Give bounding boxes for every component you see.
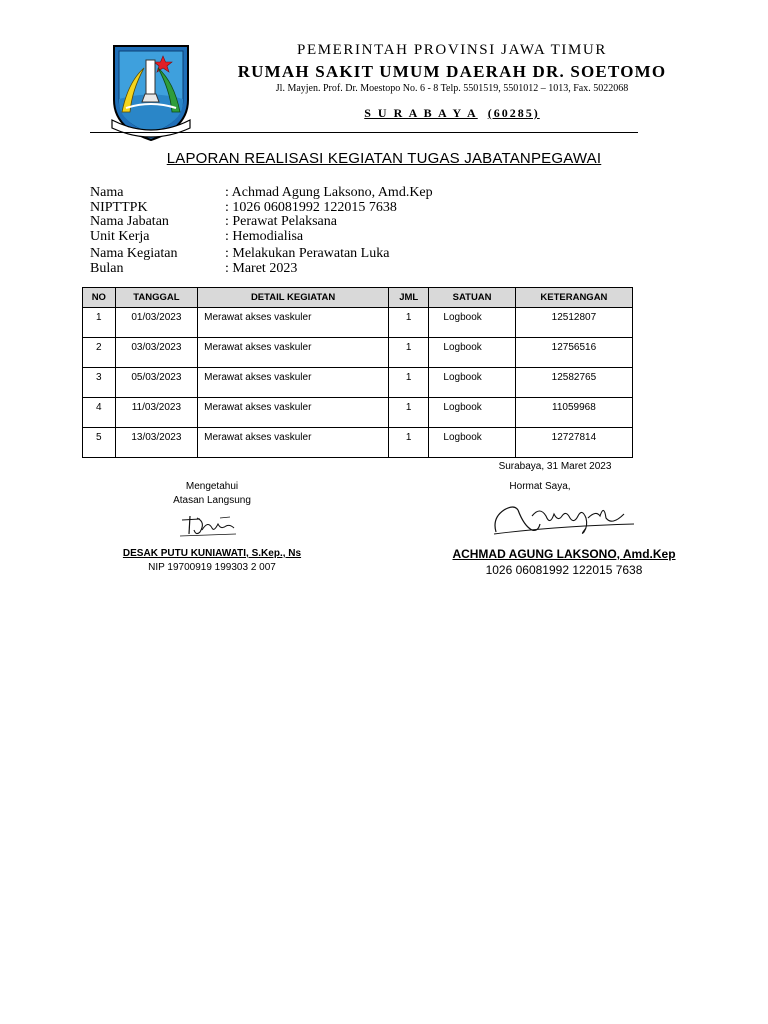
city-name: S U R A B A Y A — [364, 106, 478, 120]
cell-detail: Merawat akses vaskuler — [198, 338, 389, 368]
info-label: NIPTTPK — [90, 199, 148, 215]
column-header-unit: SATUAN — [429, 288, 515, 308]
postal-code: (60285) — [487, 106, 540, 120]
letterhead-rule — [90, 132, 638, 133]
closing-salutation: Hormat Saya, — [509, 481, 571, 492]
cell-no: 4 — [83, 398, 116, 428]
acknowledged-label: Mengetahui — [185, 481, 239, 492]
cell-unit: Logbook — [429, 338, 515, 368]
employee-nip: 1026 06081992 122015 7638 — [485, 563, 643, 577]
hospital-city — [230, 106, 674, 121]
column-header-note: KETERANGAN — [515, 288, 632, 308]
employee-name: ACHMAD AGUNG LAKSONO, Amd.Kep — [452, 547, 676, 561]
cell-note: 12756516 — [515, 338, 632, 368]
cell-note: 12727814 — [515, 428, 632, 458]
info-row-activity — [90, 247, 650, 262]
column-header-date: TANGGAL — [115, 288, 198, 308]
info-value: : Melakukan Perawatan Luka — [225, 245, 390, 261]
cell-qty: 1 — [389, 368, 429, 398]
cell-qty: 1 — [389, 308, 429, 338]
cell-date: 01/03/2023 — [115, 308, 198, 338]
hospital-address: Jl. Mayjen. Prof. Dr. Moestopo No. 6 - 8 Telp. 5501519, 5501012 – 1013, Fax. 5022068 — [275, 83, 629, 94]
table-header-row — [83, 288, 633, 308]
document-title: LAPORAN REALISASI KEGIATAN TUGAS JABATANPEGAWAI — [166, 150, 602, 167]
east-java-emblem-icon — [108, 42, 194, 142]
info-value: : Perawat Pelaksana — [225, 214, 337, 230]
info-value: : 1026 06081992 122015 7638 — [225, 199, 397, 215]
cell-unit: Logbook — [429, 368, 515, 398]
table-row — [83, 428, 633, 458]
government-name: PEMERINTAH PROVINSI JAWA TIMUR — [297, 42, 607, 58]
cell-detail: Merawat akses vaskuler — [198, 308, 389, 338]
hospital-name: RUMAH SAKIT UMUM DAERAH DR. SOETOMO — [237, 62, 667, 81]
supervisor-name: DESAK PUTU KUNIAWATI, S.Kep., Ns — [122, 548, 302, 559]
cell-date: 13/03/2023 — [115, 428, 198, 458]
cell-detail: Merawat akses vaskuler — [198, 398, 389, 428]
info-label: Unit Kerja — [90, 228, 150, 244]
supervisor-signature — [178, 512, 240, 540]
info-label: Nama Jabatan — [90, 214, 169, 230]
activity-table — [82, 287, 633, 458]
cell-no: 5 — [83, 428, 116, 458]
cell-qty: 1 — [389, 428, 429, 458]
cell-date: 11/03/2023 — [115, 398, 198, 428]
info-row-name — [90, 186, 650, 201]
cell-unit: Logbook — [429, 308, 515, 338]
cell-note: 11059968 — [515, 398, 632, 428]
info-value: : Hemodialisa — [225, 228, 304, 244]
cell-detail: Merawat akses vaskuler — [198, 428, 389, 458]
supervisor-nip: NIP 19700919 199303 2 007 — [148, 562, 276, 573]
cell-detail: Merawat akses vaskuler — [198, 368, 389, 398]
employee-signature — [488, 496, 640, 538]
info-label: Bulan — [90, 260, 124, 276]
cell-note: 12512807 — [515, 308, 632, 338]
info-label: Nama — [90, 185, 124, 200]
cell-unit: Logbook — [429, 398, 515, 428]
place-date: Surabaya, 31 Maret 2023 — [498, 461, 612, 472]
table-row — [83, 308, 633, 338]
table-row — [83, 398, 633, 428]
cell-no: 1 — [83, 308, 116, 338]
cell-date: 03/03/2023 — [115, 338, 198, 368]
column-header-no: NO — [83, 288, 116, 308]
info-value: : Maret 2023 — [225, 260, 298, 276]
cell-date: 05/03/2023 — [115, 368, 198, 398]
cell-no: 3 — [83, 368, 116, 398]
cell-unit: Logbook — [429, 428, 515, 458]
info-row-nipttpk — [90, 201, 650, 216]
column-header-qty: JML — [389, 288, 429, 308]
cell-qty: 1 — [389, 398, 429, 428]
table-row — [83, 368, 633, 398]
cell-no: 2 — [83, 338, 116, 368]
employee-info — [90, 186, 650, 276]
table-row — [83, 338, 633, 368]
supervisor-role: Atasan Langsung — [173, 495, 251, 506]
info-value: : Achmad Agung Laksono, Amd.Kep — [225, 185, 433, 200]
cell-note: 12582765 — [515, 368, 632, 398]
info-row-position — [90, 215, 650, 230]
cell-qty: 1 — [389, 338, 429, 368]
column-header-detail: DETAIL KEGIATAN — [198, 288, 389, 308]
info-row-unit — [90, 230, 650, 245]
info-label: Nama Kegiatan — [90, 245, 178, 261]
info-row-month — [90, 262, 650, 277]
